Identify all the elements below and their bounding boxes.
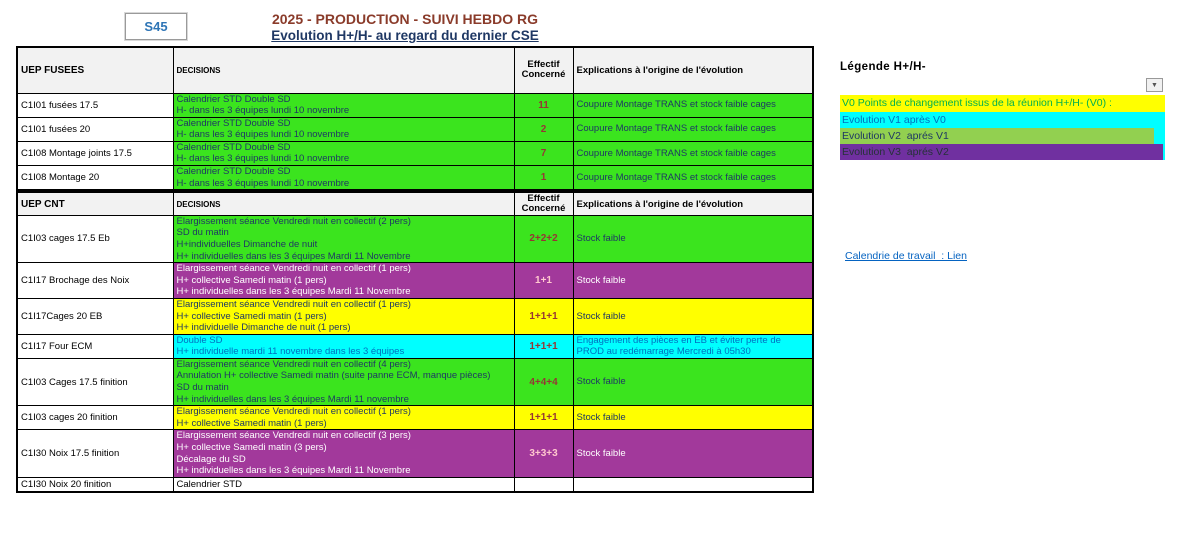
decision-line: Calendrier STD Double SD: [176, 117, 291, 129]
decisions-column-header[interactable]: DECISIONS: [173, 47, 514, 93]
table-row: [17, 117, 813, 141]
page-title: [190, 11, 620, 44]
decision-line: Elargissement séance Vendredi nuit en collectif (1 pers): [176, 298, 411, 310]
effectif-column-header[interactable]: Effectif Concerné: [514, 47, 573, 93]
decision-line: H+ collective Samedi matin (1 pers): [176, 274, 327, 286]
explications-column-header[interactable]: Explications à l'origine de l'évolution: [573, 192, 813, 215]
explication-cell[interactable]: Coupure Montage TRANS et stock faible cages: [573, 93, 813, 117]
effectif-cell[interactable]: 1+1+1: [514, 334, 573, 358]
explication-cell[interactable]: Stock faible: [573, 298, 813, 334]
explication-cell[interactable]: Coupure Montage TRANS et stock faible cages: [573, 166, 813, 191]
explication-cell[interactable]: Coupure Montage TRANS et stock faible cages: [573, 117, 813, 141]
decisions-cell[interactable]: [173, 141, 514, 165]
effectif-cell[interactable]: 2+2+2: [514, 215, 573, 262]
decisions-cell[interactable]: [173, 430, 514, 477]
decision-line: Calendrier STD Double SD: [176, 166, 291, 178]
decision-line: Calendrier STD Double SD: [176, 93, 291, 105]
decision-line: Double SD: [176, 334, 223, 346]
decision-line: H+ individuelle Dimanche de nuit (1 pers): [176, 322, 351, 334]
decision-line: Calendrier STD: [176, 478, 242, 490]
uep-cell[interactable]: C1I08 Montage 20: [17, 166, 173, 191]
effectif-cell[interactable]: 11: [514, 93, 573, 117]
decision-line: H+ collective Samedi matin (1 pers): [176, 417, 327, 429]
effectif-cell[interactable]: 2: [514, 117, 573, 141]
decision-line: H+ individuelles dans les 3 équipes Mardi 11 Novembre: [176, 250, 411, 262]
effectif-cell[interactable]: 4+4+4: [514, 358, 573, 405]
table-uep-cnt: [16, 191, 813, 493]
decision-line: H- dans les 3 équipes lundi 10 novembre: [176, 129, 350, 141]
decision-line: Elargissement séance Vendredi nuit en collectif (2 pers): [176, 215, 411, 227]
table-row: [17, 406, 813, 430]
legend-row-1[interactable]: Evolution V1 après V0: [840, 112, 1165, 128]
effectif-cell[interactable]: 7: [514, 141, 573, 165]
sheet-table-1: [16, 191, 814, 493]
decision-line: H+ collective Samedi matin (3 pers): [176, 442, 327, 454]
uep-column-header[interactable]: UEP FUSEES: [17, 47, 173, 93]
decisions-cell[interactable]: [173, 334, 514, 358]
explication-cell[interactable]: Stock faible: [573, 430, 813, 477]
legend-panel: [840, 61, 1165, 158]
decision-line: H+ individuelle mardi 11 novembre dans les 3 équipes: [176, 346, 405, 358]
table-row: [17, 141, 813, 165]
week-label: S45: [144, 19, 168, 34]
table-row: [17, 358, 813, 405]
decision-line: H- dans les 3 équipes lundi 10 novembre: [176, 105, 350, 117]
decision-line: Décalage du SD: [176, 453, 246, 465]
calendar-link[interactable]: Calendrie de travail : Lien: [845, 250, 967, 262]
decisions-cell[interactable]: [173, 93, 514, 117]
decision-line: H+individuelles Dimanche de nuit: [176, 238, 318, 250]
decision-line: SD du matin: [176, 227, 229, 239]
decisions-cell[interactable]: [173, 263, 514, 299]
explication-cell[interactable]: Stock faible: [573, 215, 813, 262]
decisions-cell[interactable]: [173, 477, 514, 492]
legend-row-0[interactable]: V0 Points de changement issus de la réunion H+/H- (V0) :: [840, 95, 1165, 112]
legend-title: Légende H+/H-: [840, 61, 927, 73]
decision-line: SD du matin: [176, 382, 229, 394]
explication-cell[interactable]: Engagement des pièces en EB et éviter perte de PROD au redémarrage Mercredi à 05h30: [573, 334, 813, 358]
uep-cell[interactable]: C1I17 Four ECM: [17, 334, 173, 358]
explications-column-header[interactable]: Explications à l'origine de l'évolution: [573, 47, 813, 93]
effectif-cell[interactable]: 1+1: [514, 263, 573, 299]
table-uep-fusees: [16, 46, 813, 191]
decisions-cell[interactable]: [173, 358, 514, 405]
explication-cell[interactable]: [573, 477, 813, 492]
decision-line: Elargissement séance Vendredi nuit en collectif (4 pers): [176, 358, 411, 370]
decision-line: H- dans les 3 équipes lundi 10 novembre: [176, 177, 350, 189]
table-row: [17, 166, 813, 191]
explication-cell[interactable]: Stock faible: [573, 358, 813, 405]
explication-cell[interactable]: Stock faible: [573, 263, 813, 299]
table-row: [17, 93, 813, 117]
table-row: [17, 477, 813, 492]
decision-line: H+ collective Samedi matin (1 pers): [176, 310, 327, 322]
effectif-cell[interactable]: 1+1+1: [514, 298, 573, 334]
sheet-table-0: [16, 46, 814, 191]
decisions-cell[interactable]: [173, 298, 514, 334]
uep-cell[interactable]: C1I08 Montage joints 17.5: [17, 141, 173, 165]
uep-cell[interactable]: C1I17 Brochage des Noix: [17, 263, 173, 299]
uep-cell[interactable]: C1I30 Noix 20 finition: [17, 477, 173, 492]
decision-line: H+ individuelles dans les 3 équipes Mardi 11 Novembre: [176, 465, 411, 477]
decisions-cell[interactable]: [173, 117, 514, 141]
week-cell[interactable]: [125, 13, 187, 40]
uep-cell[interactable]: C1I03 cages 20 finition: [17, 406, 173, 430]
uep-cell[interactable]: C1I03 cages 17.5 Eb: [17, 215, 173, 262]
legend-row-2[interactable]: Evolution V2 aprés V1: [840, 128, 1154, 144]
effectif-column-header[interactable]: Effectif Concerné: [514, 192, 573, 215]
tables-area: [16, 46, 813, 493]
decision-line: Elargissement séance Vendredi nuit en collectif (1 pers): [176, 263, 411, 275]
effectif-cell[interactable]: [514, 477, 573, 492]
decisions-cell[interactable]: [173, 166, 514, 191]
uep-cell[interactable]: C1I01 fusées 20: [17, 117, 173, 141]
table-row: [17, 334, 813, 358]
legend-rows: [840, 95, 1165, 160]
legend-row-3[interactable]: Evolution V3 aprés V2: [840, 144, 1163, 160]
explication-cell[interactable]: Coupure Montage TRANS et stock faible cages: [573, 141, 813, 165]
chevron-down-icon: ▼: [1151, 81, 1158, 89]
uep-cell[interactable]: C1I30 Noix 17.5 finition: [17, 430, 173, 477]
explication-cell[interactable]: Stock faible: [573, 406, 813, 430]
table-row: [17, 430, 813, 477]
uep-cell[interactable]: C1I01 fusées 17.5: [17, 93, 173, 117]
decision-line: Elargissement séance Vendredi nuit en collectif (1 pers): [176, 406, 411, 418]
title-line-1: 2025 - PRODUCTION - SUIVI HEBDO RG: [271, 11, 539, 27]
decision-line: H+ individuelles dans les 3 équipes Mardi 11 novembre: [176, 393, 409, 405]
table-row: [17, 263, 813, 299]
uep-cell[interactable]: C1I03 Cages 17.5 finition: [17, 358, 173, 405]
table-row: [17, 215, 813, 262]
effectif-cell[interactable]: 3+3+3: [514, 430, 573, 477]
effectif-cell[interactable]: 1+1+1: [514, 406, 573, 430]
uep-column-header[interactable]: UEP CNT: [17, 192, 173, 215]
table-row: [17, 298, 813, 334]
effectif-cell[interactable]: 1: [514, 166, 573, 191]
dropdown-button[interactable]: [1146, 78, 1163, 92]
decision-line: Calendrier STD Double SD: [176, 141, 291, 153]
decisions-cell[interactable]: [173, 215, 514, 262]
decision-line: H- dans les 3 équipes lundi 10 novembre: [176, 153, 350, 165]
decision-line: H+ individuelles dans les 3 équipes Mardi 11 Novembre: [176, 286, 411, 298]
decision-line: Elargissement séance Vendredi nuit en collectif (3 pers): [176, 430, 411, 442]
decisions-cell[interactable]: [173, 406, 514, 430]
decision-line: Annulation H+ collective Samedi matin (suite panne ECM, manque pièces): [176, 370, 491, 382]
title-line-2: Evolution H+/H- au regard du dernier CSE: [271, 28, 539, 43]
decisions-column-header[interactable]: DECISIONS: [173, 192, 514, 215]
uep-cell[interactable]: C1I17Cages 20 EB: [17, 298, 173, 334]
